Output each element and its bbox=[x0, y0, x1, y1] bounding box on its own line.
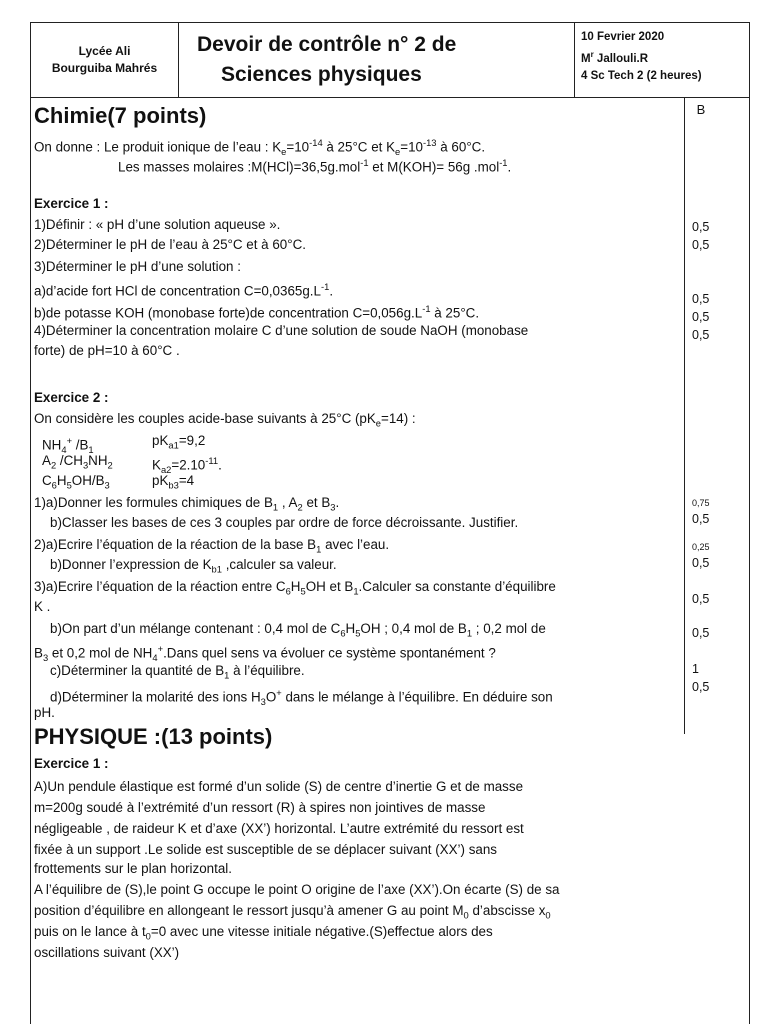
exam-date: 10 Fevrier 2020 bbox=[581, 31, 665, 43]
chem-ex2-q3a: 3)a)Ecrire l’équation de la réaction entre $C_6H_5OH$ et $B_1.Calculer$ sa constante d’équilibre bbox=[34, 579, 556, 597]
physics-title: PHYSIQUE :(13 points) bbox=[34, 724, 273, 749]
school-cell bbox=[31, 23, 179, 97]
points-ex2-q2a: 0,25 bbox=[692, 542, 710, 552]
points-column-header: B bbox=[696, 102, 706, 117]
chem-ex2-q3d: d)Déterminer la molarité des ions $H_3O^+$ dans le mélange à l’équilibre. En déduire son bbox=[50, 688, 553, 708]
exam-title-line1: Devoir de contrôle n° 2 de bbox=[197, 33, 457, 56]
points-ex1-q1: 0,5 bbox=[692, 220, 710, 234]
phys-ex1-line5: frottements sur le plan horizontal. bbox=[34, 861, 232, 876]
phys-ex1-line2: m=200g soudé à l’extrémité d’un ressort (R) à spires non jointives de masse bbox=[34, 800, 486, 815]
chem-ex1-q2: 2)Déterminer le pH de l’eau à 25°C et à 60°C. bbox=[34, 237, 306, 252]
chem-ex1-q4: 4)Déterminer la concentration molaire C d’une solution de soude NaOH (monobase bbox=[34, 323, 529, 338]
phys-ex1-line1: A)Un pendule élastique est formé d’un solide (S) de centre d’inertie G et de masse bbox=[34, 779, 524, 794]
chem-ex2-intro: On considère les couples acide-base suivants à 25°C $(pK_e=14)$ : bbox=[34, 411, 416, 429]
chem-ex1-q3b: b)de potasse KOH (monobase forte)de concentration $C=0,056g.L^{-1}$ à 25°C. bbox=[34, 304, 480, 321]
points-ex2-q1a: 0,75 bbox=[692, 498, 710, 508]
chem-ex2-q3b: b)On part d’un mélange contenant : 0,4 mol de $C_6H_5OH$ ; 0,4 mol de $B_1$ ; 0,2 mol de bbox=[50, 621, 546, 639]
phys-ex1-line8: puis on le lance à $t_0=0$ avec une vitesse initiale négative.(S)effectue alors des bbox=[34, 924, 493, 942]
points-ex2-q2b: 0,5 bbox=[692, 556, 710, 570]
given-line-1: On donne : Le produit ionique de l’eau : $K_e=10^{-14}$ à 25°C et $K_e=10^{-13}$ à 60°C. bbox=[34, 138, 486, 158]
exam-info-cell bbox=[575, 23, 749, 97]
chem-ex2-q2b: b)Donner l’expression de $K_{b1}$ ,calculer sa valeur. bbox=[50, 557, 337, 575]
given-line-2: Les masses molaires :M(HCl)=36,5g.mol$^{-1}$ et M(KOH)= 56g .mol$^{-1}$. bbox=[118, 158, 512, 175]
phys-ex1-line3: négligeable , de raideur K et d’axe (XX’) horizontal. L’autre extrémité du ressort est bbox=[34, 821, 524, 836]
exam-header bbox=[30, 22, 750, 98]
couple-2-pair: $A_2$ $/CH_3NH_2$ bbox=[42, 453, 113, 471]
chem-ex1-q1: 1)Définir : « pH d’une solution aqueuse ». bbox=[34, 217, 281, 232]
phys-ex1-line7: position d’équilibre en allongeant le ressort jusqu’à amener G au point $M_0$ d’abscisse $x_0$ bbox=[34, 903, 551, 921]
phys-ex1-title: Exercice 1 : bbox=[34, 756, 109, 771]
exam-title-cell bbox=[179, 23, 575, 97]
teacher-name: $M^r$ Jallouli.R bbox=[581, 50, 649, 65]
points-ex2-q3b: 0,5 bbox=[692, 626, 710, 640]
points-column-divider bbox=[684, 98, 685, 734]
couple-3-value: $pK_{b3}=4$ bbox=[152, 473, 195, 491]
couple-2-value: $K_{a2}=2.10^{-11}$. bbox=[152, 456, 222, 476]
chem-ex1-q3a: a)d’acide fort HCl de concentration $C=0,0365g.L^{-1}$. bbox=[34, 282, 334, 299]
chemistry-title: Chimie(7 points) bbox=[34, 103, 207, 128]
chem-ex1-title: Exercice 1 : bbox=[34, 196, 109, 211]
points-ex1-q3a: 0,5 bbox=[692, 292, 710, 306]
points-ex2-q3d: 0,5 bbox=[692, 680, 710, 694]
phys-ex1-line9: oscillations suivant (XX’) bbox=[34, 945, 180, 960]
points-ex2-q3a: 0,5 bbox=[692, 592, 710, 606]
chem-ex1-q4-cont: forte) de pH=10 à 60°C . bbox=[34, 343, 180, 358]
points-ex2-q3c: 1 bbox=[692, 662, 699, 676]
school-name-line1: Lycée Ali bbox=[78, 44, 131, 58]
exam-title-line2: Sciences physiques bbox=[221, 63, 422, 86]
phys-ex1-line4: fixée à un support .Le solide est susceptible de se déplacer suivant (XX’) sans bbox=[34, 842, 497, 857]
chem-ex2-q2a: 2)a)Ecrire l’équation de la réaction de la base $B_1$ avec l’eau. bbox=[34, 537, 390, 555]
chem-ex2-q1a: 1)a)Donner les formules chimiques de $B_1$ , $A_2$ et $B_3$. bbox=[34, 495, 340, 513]
chem-ex1-q3: 3)Déterminer le pH d’une solution : bbox=[34, 259, 241, 274]
points-ex1-q4: 0,5 bbox=[692, 328, 710, 342]
couple-3-pair: $C_6H_5OH/B_3$ bbox=[42, 473, 110, 491]
points-ex1-q3b: 0,5 bbox=[692, 310, 710, 324]
chem-ex2-q1b: b)Classer les bases de ces 3 couples par ordre de force décroissante. Justifier. bbox=[50, 515, 519, 530]
school-name-line2: Bourguiba Mahrés bbox=[51, 61, 158, 75]
chem-ex2-title: Exercice 2 : bbox=[34, 390, 109, 405]
chem-ex2-q3c: c)Déterminer la quantité de $B_1$ à l’équilibre. bbox=[50, 663, 305, 681]
couple-1-pair: $NH_4^+$ $/B_1$ bbox=[42, 436, 94, 456]
class-duration: 4 Sc Tech 2 (2 heures) bbox=[581, 69, 702, 82]
chem-ex2-q3b-cont: $B_3$ et 0,2 mol de $NH_4^+.Dans$ quel sens va évoluer ce système spontanément ? bbox=[34, 644, 496, 664]
couple-1-value: $pK_{a1}=9,2$ bbox=[152, 433, 206, 451]
chem-ex2-q3a-cont: K . bbox=[34, 599, 51, 614]
points-ex2-q1b: 0,5 bbox=[692, 512, 710, 526]
phys-ex1-line6: A l’équilibre de (S),le point G occupe le point O origine de l’axe (XX’).On écarte (S) de sa bbox=[34, 882, 560, 897]
points-ex1-q2: 0,5 bbox=[692, 238, 710, 252]
chem-ex2-q3d-cont: pH. bbox=[34, 705, 55, 720]
